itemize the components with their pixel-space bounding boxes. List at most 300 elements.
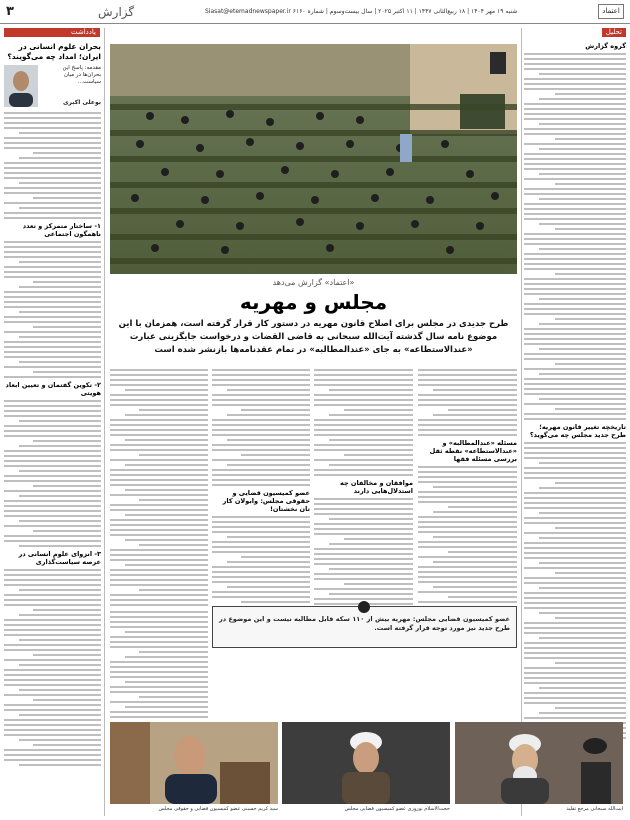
deck: طرح جدیدی در مجلس برای اصلاح قانون مهریه در دستور کار قرار گرفته است، همزمان با این موضوع نامه سال گذشته آیت‌الله سبحانی به قاضی القضات و درخواست جایگزینی عبارت «عندالاستطاعه» به جای «عندالمطالبه» در تمام عقدنامه‌ها بازنشر شده است <box>118 319 509 355</box>
text-line <box>19 445 101 447</box>
opinion-text <box>4 112 101 219</box>
text-line <box>110 594 208 596</box>
text-line <box>524 128 626 130</box>
text-line <box>4 435 101 437</box>
story-text <box>212 516 310 606</box>
text-line <box>212 379 310 381</box>
text-line <box>212 571 310 573</box>
text-line <box>4 366 101 368</box>
right-column-text <box>524 53 626 420</box>
text-line <box>110 701 208 703</box>
kicker: «اعتماد» گزارش می‌دهد <box>272 278 355 287</box>
text-line <box>524 507 626 509</box>
caption-3: آیت‌الله سبحانی مرجع تقلید <box>566 806 623 812</box>
text-line <box>539 73 626 75</box>
text-line <box>314 394 413 396</box>
text-line <box>524 258 626 260</box>
text-line <box>125 489 208 491</box>
text-line <box>555 93 626 95</box>
text-line <box>4 579 101 581</box>
text-line <box>19 614 101 616</box>
text-line <box>555 138 626 140</box>
text-line <box>241 409 310 411</box>
text-line <box>418 379 517 381</box>
text-line <box>524 88 626 90</box>
text-line <box>418 471 517 473</box>
text-line <box>524 552 626 554</box>
newspaper-logo: اعتماد <box>598 4 624 19</box>
text-line <box>4 147 101 149</box>
text-line <box>4 202 101 204</box>
text-line <box>4 754 101 756</box>
text-line <box>524 393 626 395</box>
author-role: مقدمه: پاسخ این بحران‌ها در میان سیاست... <box>62 65 101 85</box>
text-line <box>33 609 101 611</box>
text-line <box>227 586 310 588</box>
photo-sobhani <box>455 722 623 804</box>
text-line <box>4 167 101 169</box>
text-line <box>19 739 101 741</box>
text-line <box>524 418 626 420</box>
text-line <box>212 429 310 431</box>
text-line <box>524 477 626 479</box>
text-line <box>314 399 413 401</box>
text-line <box>524 532 626 534</box>
text-line <box>19 664 101 666</box>
text-line <box>524 577 626 579</box>
text-line <box>524 313 626 315</box>
text-line <box>110 369 208 371</box>
text-line <box>110 599 208 601</box>
text-line <box>539 373 626 375</box>
text-line <box>19 336 101 338</box>
text-line <box>524 567 626 569</box>
text-line <box>110 676 208 678</box>
text-line <box>4 674 101 676</box>
text-line <box>555 527 626 529</box>
text-line <box>110 504 208 506</box>
right-column-author: گروه گزارش <box>585 42 626 50</box>
text-line <box>33 699 101 701</box>
text-line <box>4 137 101 139</box>
text-line <box>418 399 517 401</box>
text-line <box>4 212 101 214</box>
text-line <box>212 369 310 371</box>
text-line <box>212 399 310 401</box>
text-line <box>524 163 626 165</box>
text-line <box>314 474 413 476</box>
text-line <box>524 447 626 449</box>
text-line <box>4 649 101 651</box>
text-line <box>524 592 626 594</box>
text-line <box>314 434 413 436</box>
text-line <box>314 513 413 515</box>
text-line <box>418 541 517 543</box>
text-line <box>4 241 101 243</box>
text-line <box>418 516 517 518</box>
text-line <box>539 248 626 250</box>
text-line <box>212 531 310 533</box>
text-line <box>524 178 626 180</box>
text-line <box>524 58 626 60</box>
text-line <box>110 621 208 623</box>
text-line <box>212 469 310 471</box>
text-line <box>524 607 626 609</box>
story-col-4b <box>110 608 208 718</box>
text-line <box>110 574 208 576</box>
right-column-text-2 <box>524 442 626 739</box>
text-line <box>539 298 626 300</box>
text-line <box>4 112 101 114</box>
caption-2: حجت‌الاسلام نوروزی عضو کمیسیون قضایی مجلس <box>344 806 450 812</box>
text-line <box>524 358 626 360</box>
text-line <box>539 612 626 614</box>
text-line <box>139 454 208 456</box>
text-line <box>4 500 101 502</box>
text-line <box>110 671 208 673</box>
text-line <box>524 682 626 684</box>
text-line <box>125 389 208 391</box>
text-line <box>4 246 101 248</box>
text-line <box>555 572 626 574</box>
text-line <box>110 611 208 613</box>
text-line <box>110 519 208 521</box>
text-line <box>4 535 101 537</box>
opinion-text-3 <box>4 400 101 547</box>
text-line <box>4 619 101 621</box>
text-line <box>212 474 310 476</box>
text-line <box>314 404 413 406</box>
story-text <box>212 369 310 486</box>
text-line <box>125 681 208 683</box>
text-line <box>539 223 626 225</box>
text-line <box>4 162 101 164</box>
text-line <box>212 374 310 376</box>
text-line <box>539 537 626 539</box>
text-line <box>212 546 310 548</box>
text-line <box>4 759 101 761</box>
text-line <box>110 686 208 688</box>
text-line <box>19 470 101 472</box>
text-line <box>110 549 208 551</box>
text-line <box>539 712 626 714</box>
story-text <box>110 611 208 718</box>
text-line <box>555 408 626 410</box>
text-line <box>314 548 413 550</box>
text-line <box>314 558 413 560</box>
text-line <box>524 278 626 280</box>
text-line <box>4 142 101 144</box>
text-line <box>524 413 626 415</box>
text-line <box>433 414 517 416</box>
story-text <box>418 369 517 436</box>
text-line <box>227 414 310 416</box>
text-line <box>110 636 208 638</box>
text-line <box>110 691 208 693</box>
text-line <box>212 576 310 578</box>
text-line <box>212 566 310 568</box>
text-line <box>524 203 626 205</box>
text-line <box>524 383 626 385</box>
text-line <box>344 454 413 456</box>
text-line <box>448 409 517 411</box>
text-line <box>555 183 626 185</box>
text-line <box>19 689 101 691</box>
text-line <box>314 379 413 381</box>
text-line <box>110 379 208 381</box>
text-line <box>19 639 101 641</box>
text-line <box>4 669 101 671</box>
text-line <box>212 444 310 446</box>
text-line <box>418 546 517 548</box>
text-line <box>212 591 310 593</box>
text-line <box>418 521 517 523</box>
text-line <box>524 283 626 285</box>
text-line <box>212 424 310 426</box>
story-subhead: مسئله «عندالمطالبه» و «عندالاستطاعه» نقطه ثقل بررسی مسئله فقها <box>429 439 517 463</box>
story-text <box>314 369 413 476</box>
text-line <box>4 604 101 606</box>
text-line <box>418 581 517 583</box>
text-line <box>4 321 101 323</box>
text-line <box>110 469 208 471</box>
text-line <box>125 656 208 658</box>
text-line <box>524 632 626 634</box>
text-line <box>110 474 208 476</box>
text-line <box>524 582 626 584</box>
opinion-text-2 <box>4 241 101 378</box>
text-line <box>418 429 517 431</box>
text-line <box>418 576 517 578</box>
text-line <box>418 496 517 498</box>
text-line <box>539 123 626 125</box>
text-line <box>19 261 101 263</box>
text-line <box>4 749 101 751</box>
text-line <box>524 218 626 220</box>
text-line <box>4 425 101 427</box>
text-line <box>555 228 626 230</box>
left-column-label: یادداشت <box>4 28 100 37</box>
text-line <box>110 569 208 571</box>
author-photo <box>4 65 38 107</box>
text-line <box>4 460 101 462</box>
text-line <box>110 666 208 668</box>
text-line <box>448 506 517 508</box>
text-line <box>33 371 101 373</box>
text-line <box>33 326 101 328</box>
text-line <box>110 716 208 718</box>
text-line <box>314 429 413 431</box>
text-line <box>418 556 517 558</box>
text-line <box>539 398 626 400</box>
right-column-label: تحلیل <box>602 28 626 37</box>
text-line <box>110 661 208 663</box>
text-line <box>344 538 413 540</box>
text-line <box>555 482 626 484</box>
text-line <box>33 530 101 532</box>
text-line <box>4 405 101 407</box>
text-line <box>4 584 101 586</box>
text-line <box>4 301 101 303</box>
text-line <box>4 510 101 512</box>
text-line <box>524 188 626 190</box>
text-line <box>4 525 101 527</box>
text-line <box>524 233 626 235</box>
text-line <box>19 286 101 288</box>
text-line <box>125 464 208 466</box>
text-line <box>212 449 310 451</box>
text-line <box>524 263 626 265</box>
story-text <box>418 466 517 606</box>
text-line <box>344 409 413 411</box>
text-line <box>329 414 413 416</box>
text-line <box>433 561 517 563</box>
text-line <box>329 568 413 570</box>
text-line <box>110 479 208 481</box>
text-line <box>314 384 413 386</box>
text-line <box>524 108 626 110</box>
text-line <box>524 133 626 135</box>
text-line <box>110 429 208 431</box>
text-line <box>524 497 626 499</box>
opinion-title: بحران علوم انسانی در ایران؛ امداد چه می‌گویند؟ <box>7 42 101 61</box>
text-line <box>314 374 413 376</box>
left-column <box>4 40 101 815</box>
text-line <box>110 711 208 713</box>
text-line <box>539 487 626 489</box>
text-line <box>524 343 626 345</box>
story-col-2 <box>314 366 413 606</box>
text-line <box>110 404 208 406</box>
text-line <box>19 420 101 422</box>
text-line <box>19 311 101 313</box>
text-line <box>139 589 208 591</box>
text-line <box>524 547 626 549</box>
author-name: بوعلی اکبری <box>63 99 101 106</box>
quote-box <box>212 606 517 648</box>
text-line <box>418 466 517 468</box>
text-line <box>4 376 101 378</box>
text-line <box>4 122 101 124</box>
text-line <box>125 564 208 566</box>
text-line <box>4 251 101 253</box>
photo-hosseini <box>110 722 278 804</box>
text-line <box>539 148 626 150</box>
text-line <box>212 526 310 528</box>
story-col-1 <box>418 366 517 606</box>
text-line <box>212 581 310 583</box>
text-line <box>448 596 517 598</box>
text-line <box>110 424 208 426</box>
text-line <box>4 117 101 119</box>
text-line <box>110 509 208 511</box>
text-line <box>555 707 626 709</box>
text-line <box>33 744 101 746</box>
text-line <box>418 481 517 483</box>
opinion-subhead: ۲- تکوین گفتمان و تعیین ابعاد هویتی <box>5 381 101 397</box>
text-line <box>33 440 101 442</box>
text-line <box>524 353 626 355</box>
text-line <box>329 593 413 595</box>
text-line <box>125 631 208 633</box>
text-line <box>433 486 517 488</box>
story-col-4 <box>110 366 208 606</box>
text-line <box>524 68 626 70</box>
text-line <box>212 384 310 386</box>
text-line <box>524 717 626 719</box>
text-line <box>329 389 413 391</box>
text-line <box>212 516 310 518</box>
text-line <box>33 197 101 199</box>
text-line <box>4 704 101 706</box>
text-line <box>433 511 517 513</box>
text-line <box>110 419 208 421</box>
opinion-subhead: ۳- انزوای علوم انسانی در عرصه سیاست‌گذاری <box>18 550 101 566</box>
text-line <box>4 306 101 308</box>
text-line <box>4 475 101 477</box>
text-line <box>314 498 413 500</box>
text-line <box>524 293 626 295</box>
text-line <box>4 127 101 129</box>
text-line <box>4 574 101 576</box>
text-line <box>212 541 310 543</box>
text-line <box>524 83 626 85</box>
text-line <box>524 622 626 624</box>
text-line <box>125 414 208 416</box>
text-line <box>524 467 626 469</box>
text-line <box>4 271 101 273</box>
text-line <box>314 449 413 451</box>
text-line <box>418 424 517 426</box>
story-text <box>110 369 208 606</box>
text-line <box>139 696 208 698</box>
text-line <box>19 714 101 716</box>
text-line <box>539 348 626 350</box>
text-line <box>524 442 626 444</box>
text-line <box>524 657 626 659</box>
section-title: گزارش <box>98 5 135 19</box>
text-line <box>19 545 101 547</box>
masthead <box>0 0 630 24</box>
text-line <box>33 654 101 656</box>
text-line <box>212 394 310 396</box>
text-line <box>19 589 101 591</box>
text-line <box>539 687 626 689</box>
text-line <box>314 508 413 510</box>
text-line <box>314 369 413 371</box>
text-line <box>329 464 413 466</box>
text-line <box>4 734 101 736</box>
text-line <box>110 394 208 396</box>
text-line <box>4 659 101 661</box>
text-line <box>524 652 626 654</box>
text-line <box>241 601 310 603</box>
text-line <box>4 594 101 596</box>
text-line <box>212 434 310 436</box>
text-line <box>4 624 101 626</box>
story-col-3 <box>212 366 310 606</box>
text-line <box>4 490 101 492</box>
text-line <box>4 569 101 571</box>
text-line <box>314 523 413 525</box>
text-line <box>110 374 208 376</box>
text-line <box>110 399 208 401</box>
text-line <box>4 415 101 417</box>
text-line <box>227 439 310 441</box>
text-line <box>344 583 413 585</box>
text-line <box>212 596 310 598</box>
story-subhead: موافقان و مخالفان چه استدلال‌هایی دارند <box>340 479 413 495</box>
